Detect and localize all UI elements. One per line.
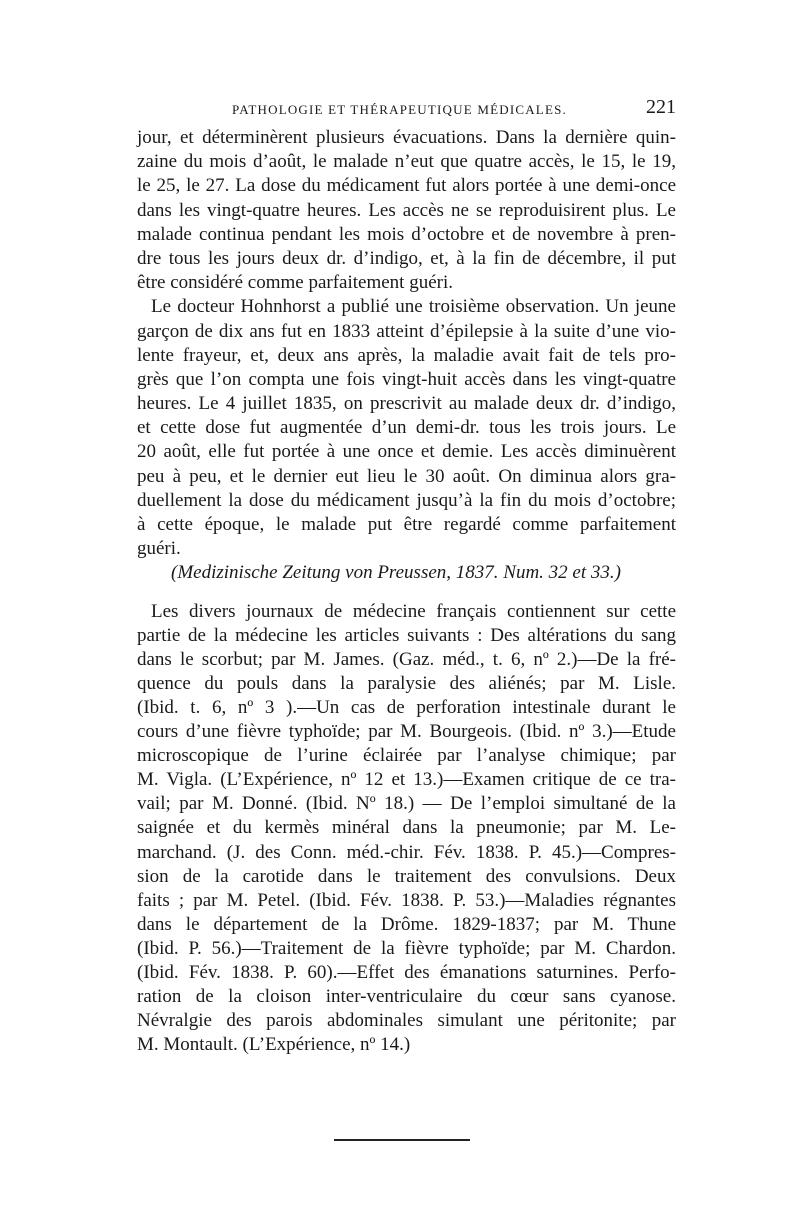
citation: (Medizinische Zeitung von Preussen, 1837. Num. 32 et 33.) xyxy=(171,562,621,584)
text-line: microscopique de l’urine éclairée par l’analyse chimique; par xyxy=(137,745,676,767)
text-line: zaine du mois d’août, le malade n’eut que quatre accès, le 15, le 19, xyxy=(137,151,676,173)
text-line: et cette dose fut augmentée d’un demi-dr. tous les trois jours. Le xyxy=(137,417,676,439)
running-title: PATHOLOGIE ET THÉRAPEUTIQUE MÉDICALES. xyxy=(232,102,567,117)
text-line: duellement la dose du médicament jusqu’à la fin du mois d’octobre; xyxy=(137,489,676,511)
paragraph-3 xyxy=(137,600,676,1058)
text-line: grès que l’on compta une fois vingt-huit accès dans les vingt-quatre xyxy=(137,368,676,390)
text-line: M. Montault. (L’Expérience, nº 14.) xyxy=(137,1034,411,1056)
text-line: sion de la carotide dans le traitement des convulsions. Deux xyxy=(137,865,676,887)
text-line: jour, et déterminèrent plusieurs évacuations. Dans la dernière quin- xyxy=(137,127,676,148)
text-line: quence du pouls dans la paralysie des aliénés; par M. Lisle. xyxy=(137,672,676,694)
text-line: dre tous les jours deux dr. d’indigo, et, à la fin de décembre, il put xyxy=(137,247,676,269)
text-line: être considéré comme parfaitement guéri. xyxy=(137,272,453,294)
text-line: (Ibid. Fév. 1838. P. 60).—Effet des émanations saturnines. Perfo- xyxy=(137,961,676,983)
text-line: saignée et du kermès minéral dans la pneumonie; par M. Le- xyxy=(137,817,676,839)
paragraph-1 xyxy=(137,126,676,295)
text-line: garçon de dix ans fut en 1833 atteint d’épilepsie à la suite d’une vio- xyxy=(137,320,676,342)
text-line: Névralgie des parois abdominales simulant une péritonite; par xyxy=(137,1010,676,1032)
page-body xyxy=(137,126,676,1057)
text-line: heures. Le 4 juillet 1835, on prescrivit au malade deux dr. d’indigo, xyxy=(137,393,676,415)
text-line: peu à peu, et le dernier eut lieu le 30 août. On diminua alors gra- xyxy=(137,465,676,487)
text-line: dans le département de la Drôme. 1829-1837; par M. Thune xyxy=(137,913,676,935)
text-line: (Ibid. t. 6, nº 3 ).—Un cas de perforation intestinale durant le xyxy=(137,696,676,718)
text-line: le 25, le 27. La dose du médicament fut alors portée à une demi-once xyxy=(137,175,676,197)
text-line: guéri. xyxy=(137,538,181,560)
page-header xyxy=(232,96,676,126)
paragraph-2 xyxy=(137,295,676,561)
text-line: à cette époque, le malade put être regardé comme parfaitement xyxy=(137,514,676,535)
text-line: ration de la cloison inter-ventriculaire du cœur sans cyanose. xyxy=(137,986,676,1008)
text-line: lente frayeur, et, deux ans après, la maladie avait fait de tels pro- xyxy=(137,344,676,366)
text-line: cours d’une fièvre typhoïde; par M. Bourgeois. (Ibid. nº 3.)—Etude xyxy=(137,721,676,743)
text-line: (Ibid. P. 56.)—Traitement de la fièvre typhoïde; par M. Chardon. xyxy=(137,937,676,959)
text-line: 20 août, elle fut portée à une once et demie. Les accès diminuèrent xyxy=(137,441,676,463)
section-divider xyxy=(334,1139,470,1141)
text-line: malade continua pendant les mois d’octobre et de novembre à pren- xyxy=(137,223,676,245)
text-line: M. Vigla. (L’Expérience, nº 12 et 13.)—Examen critique de ce tra- xyxy=(137,769,676,791)
text-line: marchand. (J. des Conn. méd.-chir. Fév. 1838. P. 45.)—Compres- xyxy=(137,841,676,863)
text-line: Le docteur Hohnhorst a publié une troisième observation. Un jeune xyxy=(151,296,676,318)
text-line: dans les vingt-quatre heures. Les accès ne se reproduisirent plus. Le xyxy=(137,199,676,221)
text-line: Les divers journaux de médecine français contiennent sur cette xyxy=(151,600,676,622)
text-line: faits ; par M. Petel. (Ibid. Fév. 1838. P. 53.)—Maladies régnantes xyxy=(137,889,676,911)
text-line: vail; par M. Donné. (Ibid. Nº 18.) — De l’emploi simultané de la xyxy=(137,793,676,815)
text-line: partie de la médecine les articles suivants : Des altérations du sang xyxy=(137,624,676,646)
page-number: 221 xyxy=(646,96,676,118)
text-line: dans le scorbut; par M. James. (Gaz. méd., t. 6, nº 2.)—De la fré- xyxy=(137,648,676,670)
